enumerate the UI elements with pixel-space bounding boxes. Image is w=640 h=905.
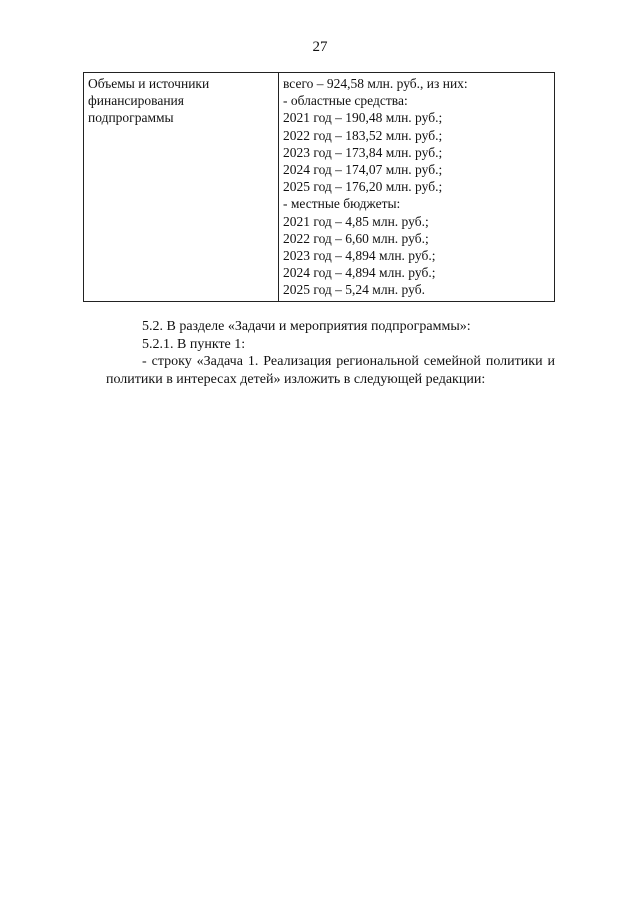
total-line: всего – 924,58 млн. руб., из них:: [283, 76, 468, 91]
paragraph-section-5-2: 5.2. В разделе «Задачи и мероприятия подпрограммы»:: [142, 319, 471, 334]
label-line: Объемы и источники: [88, 76, 210, 91]
paragraph-task-1: - строку «Задача 1. Реализация региональной семейной политики и политики в интересах детей» изложить в следующей редакции:: [106, 354, 555, 387]
local-2024: 2024 год – 4,894 млн. руб.;: [283, 265, 436, 281]
regional-funds-heading: - областные средства:: [283, 93, 408, 109]
label-line: финансирования: [88, 93, 184, 109]
financing-label-cell: [84, 73, 279, 302]
local-2022: 2022 год – 6,60 млн. руб.;: [283, 230, 429, 246]
regional-2025: 2025 год – 176,20 млн. руб.;: [283, 179, 443, 195]
local-2025: 2025 год – 5,24 млн. руб.: [283, 282, 425, 298]
financing-table: [83, 72, 555, 302]
table-row: [84, 73, 555, 302]
paragraph-section-5-2-1: 5.2.1. В пункте 1:: [142, 336, 246, 352]
local-budgets-heading: - местные бюджеты:: [283, 196, 401, 212]
local-2023: 2023 год – 4,894 млн. руб.;: [283, 248, 436, 264]
label-line: подпрограммы: [88, 110, 174, 126]
document-body: [106, 318, 555, 388]
local-2021: 2021 год – 4,85 млн. руб.;: [283, 213, 429, 229]
page-number: 27: [312, 39, 328, 55]
regional-2023: 2023 год – 173,84 млн. руб.;: [283, 144, 443, 160]
regional-2024: 2024 год – 174,07 млн. руб.;: [283, 162, 443, 178]
regional-2021: 2021 год – 190,48 млн. руб.;: [283, 110, 443, 126]
regional-2022: 2022 год – 183,52 млн. руб.;: [283, 127, 443, 143]
financing-values-cell: [279, 73, 555, 302]
